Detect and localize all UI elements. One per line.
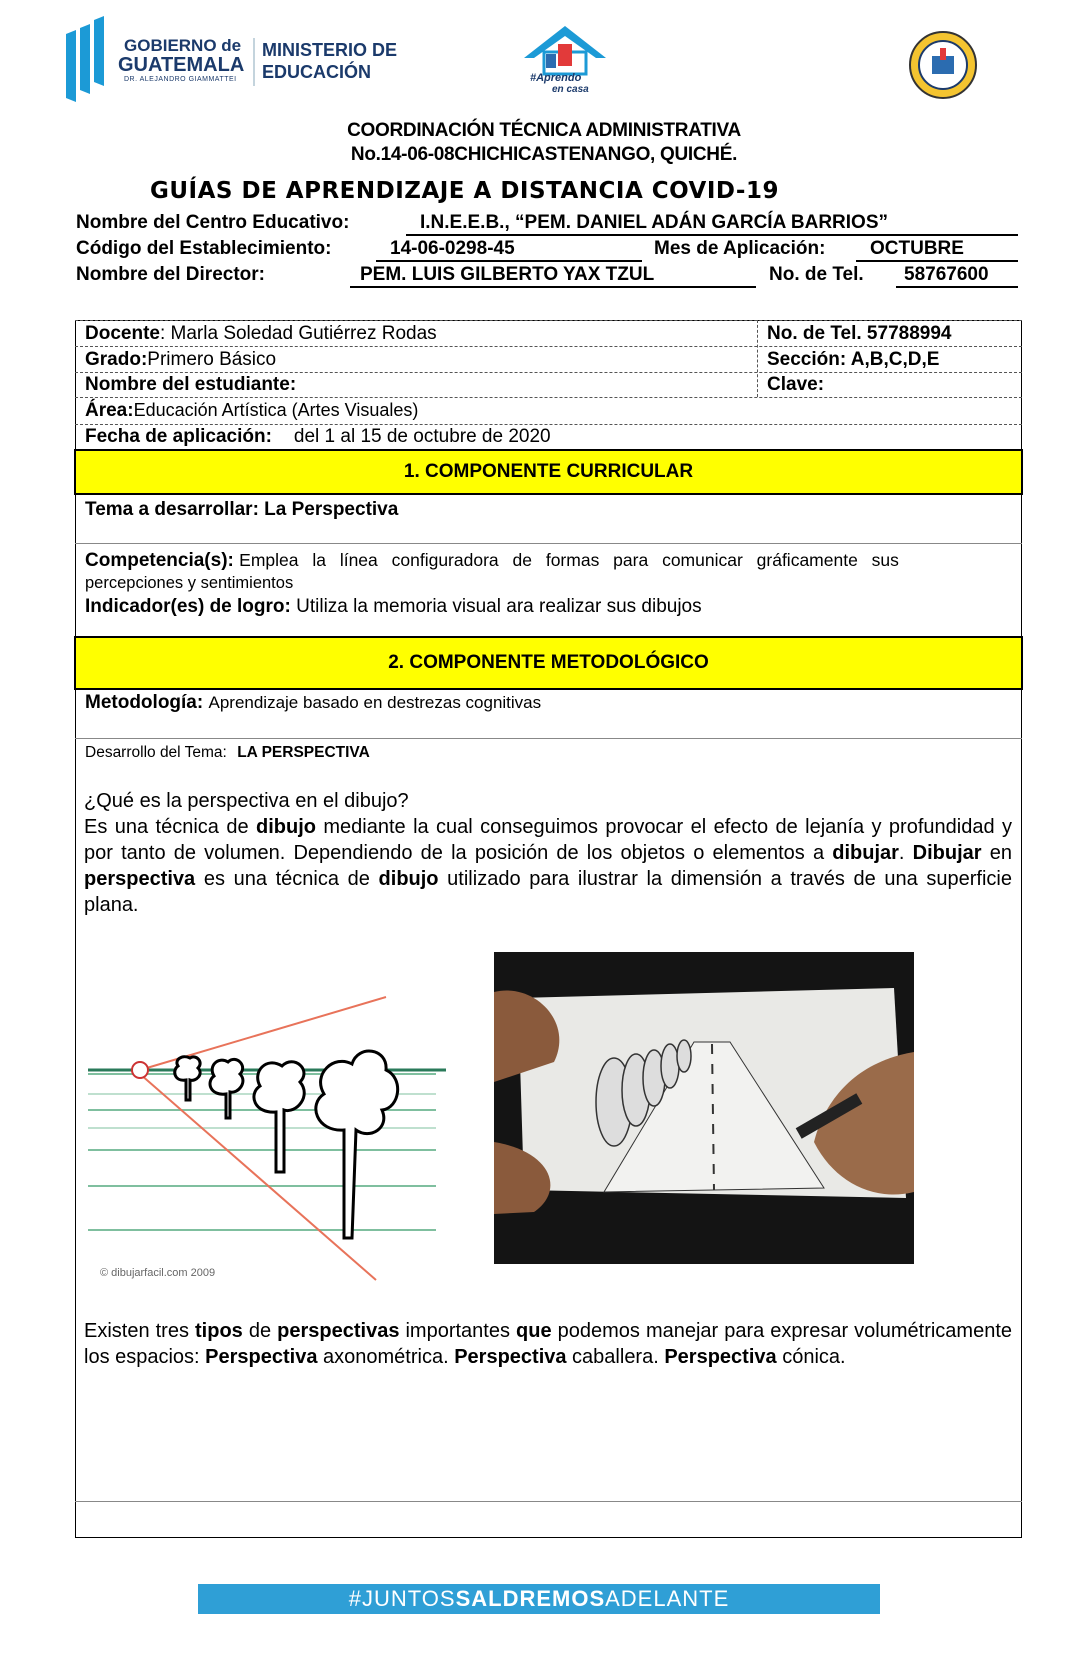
metodologia-label: Metodología: [85,692,204,713]
perspective-trees-illustration [86,990,454,1282]
presidente-text: DR. ALEJANDRO GIAMMATTEI [124,76,237,83]
centro-value: I.N.E.E.B., “PEM. DANIEL ADÁN GARCÍA BARRIOS” [406,212,1018,236]
seccion-field: Sección: A,B,C,D,E [767,349,940,370]
grado-label: Grado: [85,349,148,370]
metodologia-value: Aprendizaje basado en destrezas cognitivas [208,693,542,712]
director-value: PEM. LUIS GILBERTO YAX TZUL [350,264,756,288]
indicador-value: Utiliza la memoria visual ara realizar sus dibujos [296,596,702,617]
codigo-row [76,238,1024,264]
gobierno-text: GOBIERNO de [124,36,242,55]
aprendo-en-casa-logo [522,24,608,100]
competencia-field [85,550,1011,572]
hashtag-part2: SALDREMOS [455,1586,606,1611]
juntos-saldremos-banner [198,1584,880,1614]
en-casa-text: en casa [552,84,589,95]
row-divider [75,543,1022,544]
tema-label: Tema a desarrollar: La Perspectiva [85,499,399,520]
educacion-text: EDUCACIÓN [262,62,372,82]
docente-label: Docente [85,323,160,344]
tel-value: 58767600 [896,264,1018,288]
tipos-paragraph: Existen tres tipos de perspectivas importantes que podemos manejar para expresar volumétricamente los espacios: Perspectiva axonométrica. Perspectiva caballera. Perspectiva cónica. [84,1320,1013,1368]
centro-row [76,212,1024,238]
director-row [76,264,1024,290]
row-divider [75,346,1022,347]
director-label: Nombre del Director: [76,264,265,285]
codigo-label: Código del Establecimiento: [76,238,332,259]
gobierno-guatemala-logo [66,16,446,104]
metodologia-field [85,692,541,714]
guatemala-text: GUATEMALA [118,54,245,76]
fecha-label: Fecha de aplicación: [85,426,272,447]
grado-field [85,349,276,371]
area-value: Educación Artística (Artes Visuales) [133,400,419,420]
fecha-value: del 1 al 15 de octubre de 2020 [293,426,551,447]
row-divider [75,372,1022,373]
area-label: Área: [85,400,134,421]
image-credit: © dibujarfacil.com 2009 [100,1267,216,1279]
question-text: ¿Qué es la perspectiva en el dibujo? [84,790,409,812]
competencia-value: Emplea la línea configuradora de formas para comunicar gráficamente sus [239,550,899,570]
coordinacion-number: No.14-06-08CHICHICASTENANGO, QUICHÉ. [350,144,738,165]
guias-title: GUÍAS DE APRENDIZAJE A DISTANCIA COVID-19 [150,178,779,204]
desarrollo-label: Desarrollo del Tema: [85,744,227,761]
coordinacion-heading: COORDINACIÓN TÉCNICA ADMINISTRATIVA [347,120,741,141]
perspectiva-paragraph: Es una técnica de dibujo mediante la cual conseguimos provocar el efecto de lejanía y profundidad y por tanto de volumen. Dependiendo de la posición de los objetos o elementos a dibujar. Dibujar en perspectiva es una técnica de dibujo utilizado para ilustrar la dimensión a través de una superficie plana. [84,816,1012,916]
hashtag-part3: ADELANTE [605,1586,730,1611]
mes-value: OCTUBRE [856,238,1018,262]
aprendo-text: #Aprendo [530,72,582,84]
docente-value: : Marla Soledad Gutiérrez Rodas [159,323,437,344]
componente-curricular-header: 1. COMPONENTE CURRICULAR [74,449,1023,495]
codigo-value: 14-06-0298-45 [376,238,642,262]
centro-label: Nombre del Centro Educativo: [76,212,350,233]
area-field [85,400,418,422]
docente-tel: No. de Tel. 57788994 [767,323,952,344]
ministerio-text: MINISTERIO DE [262,40,398,60]
grado-value: Primero Básico [147,349,277,370]
table-top-border [75,320,1022,321]
row-divider [75,424,1022,425]
row-divider [75,397,1022,398]
school-seal-logo [908,30,978,100]
drawing-photo [494,952,914,1264]
componente-metodologico-header: 2. COMPONENTE METODOLÓGICO [74,636,1023,690]
indicador-label: Indicador(es) de logro: [85,596,291,617]
tel-label: No. de Tel. [769,264,864,285]
fecha-field [85,426,551,448]
indicador-field [85,596,702,618]
column-divider [757,320,758,397]
competencia-label: Competencia(s): [85,550,234,571]
docente-field [85,323,437,345]
row-divider [75,738,1022,739]
hashtag-part1: #JUNTOS [348,1586,456,1611]
competencia-value-cont: percepciones y sentimientos [85,574,294,592]
clave-label: Clave: [767,374,825,395]
estudiante-label: Nombre del estudiante: [85,374,297,395]
mes-label: Mes de Aplicación: [654,238,826,259]
row-divider [75,1501,1022,1502]
desarrollo-value: LA PERSPECTIVA [237,744,370,761]
desarrollo-field [85,744,370,762]
